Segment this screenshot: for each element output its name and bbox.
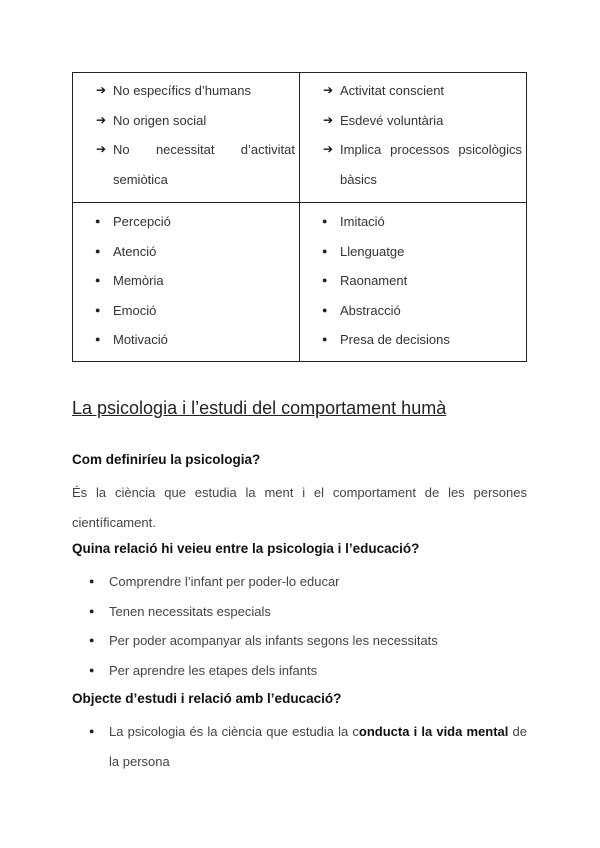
list-item: ● Emoció [73, 296, 299, 326]
table-cell-top-left [73, 73, 300, 203]
table-row [73, 203, 527, 362]
bullet-icon: ● [95, 334, 101, 344]
item-text: La psicologia és la ciència que estudia la c [109, 724, 359, 739]
arrow-icon: ➔ [323, 112, 334, 127]
bullet-icon: ● [322, 334, 328, 344]
list-item: ● Abstracció [300, 296, 526, 326]
bullet-icon: ● [89, 635, 95, 645]
item-text-bold: onducta i la vida mental [358, 724, 509, 739]
list-item: ● Llenguatge [300, 237, 526, 267]
list-item: ● Memòria [73, 266, 299, 296]
bullet-icon: ● [89, 664, 95, 675]
question-heading: Com definiríeu la psicologia? [72, 452, 261, 467]
bullet-list [300, 203, 526, 355]
list-item: ➔ No necessitat d’activitat semiòtica [73, 135, 299, 194]
list-item: ● Per aprendre les etapes dels infants [72, 656, 527, 686]
bullet-icon: ● [322, 275, 328, 285]
answer-paragraph: És la ciència que estudia la ment i el comportament de les persones científicament. [72, 485, 527, 530]
bullet-icon: ● [322, 216, 328, 226]
list-item [72, 717, 527, 776]
list-item: ➔ Implica processos psicològics bàsics [300, 135, 526, 194]
comparison-table [72, 72, 527, 362]
list-item: ● Tenen necessitats especials [72, 597, 527, 627]
item-text: de la persona [109, 724, 527, 769]
arrow-icon: ➔ [96, 83, 107, 97]
bullet-icon: ● [322, 304, 328, 315]
arrow-icon: ➔ [323, 142, 334, 156]
bullet-icon: ● [89, 576, 95, 586]
arrow-list [300, 73, 526, 194]
arrow-icon: ➔ [96, 112, 107, 127]
bullet-list [72, 717, 527, 776]
list-item: ➔ Esdevé voluntària [300, 106, 526, 136]
bullet-icon: ● [95, 304, 101, 315]
table-cell-bottom-left [73, 203, 300, 362]
list-item: ● Per poder acompanyar als infants segons les necessitats [72, 626, 527, 656]
question-heading: Quina relació hi veieu entre la psicologia i l’educació? [72, 541, 420, 556]
list-item: ● Atenció [73, 237, 299, 267]
bullet-icon: ● [89, 726, 95, 736]
arrow-list [73, 73, 299, 194]
list-item: ● Raonament [300, 266, 526, 296]
list-item: ➔ No origen social [73, 106, 299, 136]
bullet-icon: ● [322, 245, 328, 256]
table-cell-top-right [300, 73, 527, 203]
bullet-list [73, 203, 299, 355]
arrow-icon: ➔ [96, 142, 107, 156]
table-cell-bottom-right [300, 203, 527, 362]
bullet-icon: ● [95, 216, 101, 226]
bullet-list [72, 567, 527, 685]
list-item: ● Comprendre l’infant per poder-lo educar [72, 567, 527, 597]
question-heading: Objecte d’estudi i relació amb l’educació? [72, 691, 342, 706]
list-item: ● Motivació [73, 325, 299, 355]
list-item: ➔ No específics d’humans [73, 76, 299, 106]
section-title: La psicologia i l’estudi del comportament humà [72, 398, 447, 418]
bullet-icon: ● [89, 605, 95, 616]
arrow-icon: ➔ [323, 83, 334, 97]
list-item: ● Presa de decisions [300, 325, 526, 355]
table-row [73, 73, 527, 203]
list-item: ● Imitació [300, 207, 526, 237]
bullet-icon: ● [95, 275, 101, 285]
bullet-icon: ● [95, 245, 101, 256]
list-item: ● Percepció [73, 207, 299, 237]
list-item: ➔ Activitat conscient [300, 76, 526, 106]
